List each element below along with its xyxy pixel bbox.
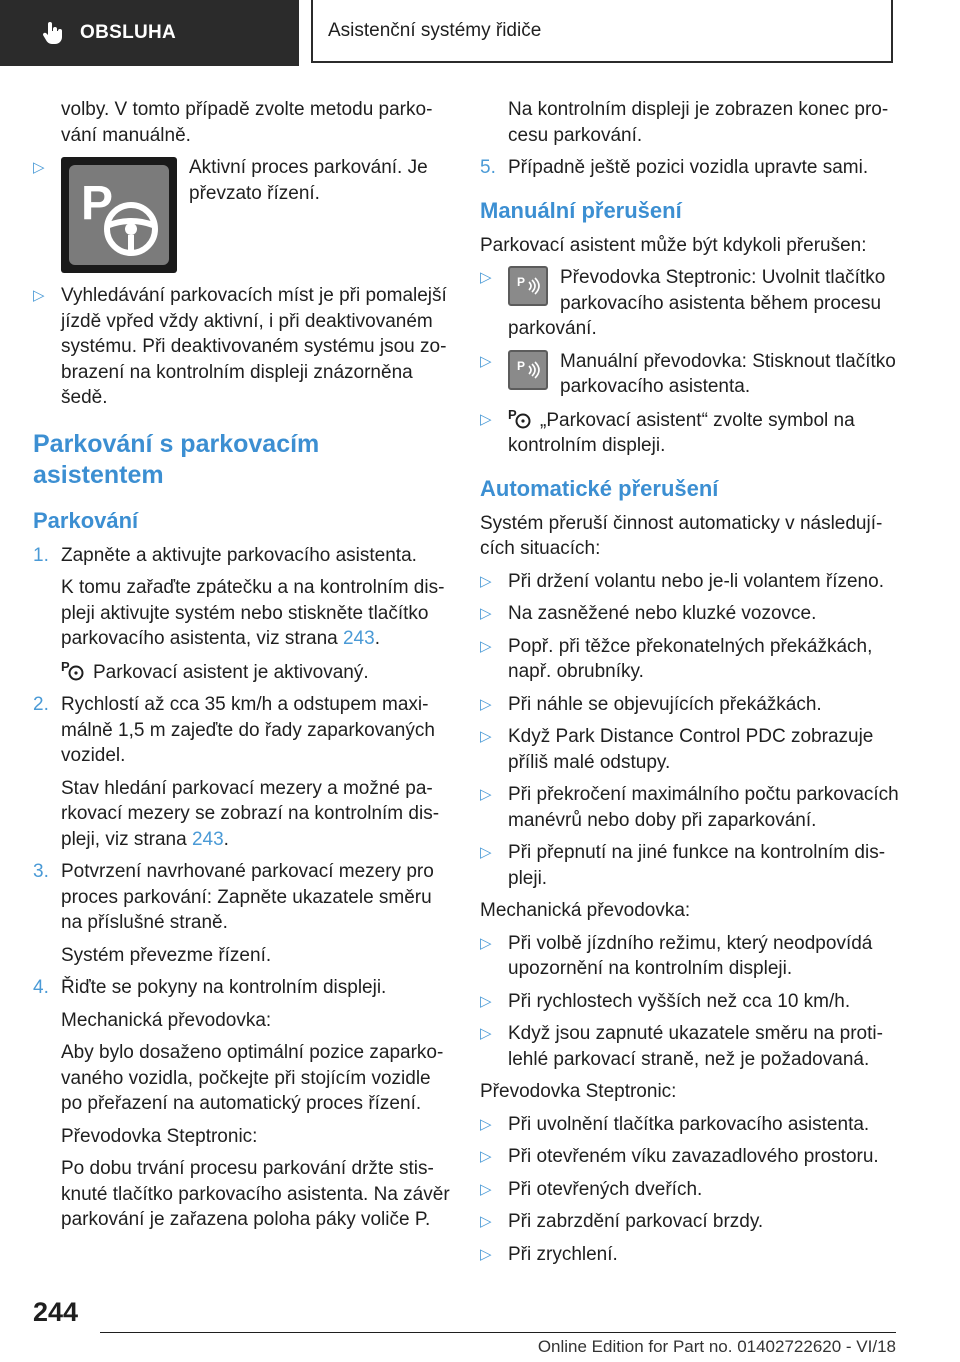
step-number: 4. bbox=[33, 977, 49, 998]
bullet-active-process-text: Aktivní proces parkování. Je převzato řízení. bbox=[189, 157, 428, 204]
bullet-triangle-icon: ▷ bbox=[480, 1213, 492, 1230]
bullet-triangle-icon: ▷ bbox=[480, 269, 492, 286]
manual-intro: Parkovací asistent může být kdykoli přerušen: bbox=[480, 234, 867, 256]
list-item: ▷ Při zrychlení. bbox=[480, 1242, 900, 1268]
list-item: ▷ Když Park Distance Control PDC zobrazuje příliš malé odstupy. bbox=[480, 726, 874, 773]
page-header bbox=[0, 0, 960, 66]
list-item: ▷ Při rychlostech vyšších než cca 10 km/h. bbox=[480, 989, 900, 1015]
parking-assistant-active-icon bbox=[61, 157, 177, 273]
bullet-triangle-icon: ▷ bbox=[480, 992, 492, 1010]
step-2-detail: Stav hledání parkovací mezery a možné pa-rkovací mezery se zobrazí na kontrolním dis-pleji, viz strana 243. bbox=[61, 777, 440, 850]
manual-bullet-manual bbox=[480, 349, 900, 400]
list-item: ▷ Při držení volantu nebo je-li volantem řízeno. bbox=[480, 569, 900, 595]
bullet-triangle-icon: ▷ bbox=[480, 695, 492, 713]
end-paragraph: Na kontrolním displeji je zobrazen konec pro-cesu parkování. bbox=[508, 99, 889, 146]
bullet-triangle-icon: ▷ bbox=[33, 287, 45, 304]
auto-intro: Systém přeruší činnost automaticky v následují-cích situacích: bbox=[480, 512, 883, 559]
page-link[interactable]: 243 bbox=[342, 628, 375, 649]
bullet-triangle-icon: ▷ bbox=[480, 637, 492, 655]
step-number: 1. bbox=[33, 544, 49, 566]
bullet-triangle-icon: ▷ bbox=[480, 410, 492, 428]
bullet-triangle-icon: ▷ bbox=[480, 605, 492, 622]
bullet-triangle-icon: ▷ bbox=[480, 572, 492, 590]
list-item: ▷ Na zasněžené nebo kluzké vozovce. bbox=[480, 601, 900, 627]
left-column bbox=[33, 97, 451, 1240]
list-item: ▷ Při náhle se objevujících překážkách. bbox=[480, 692, 900, 718]
list-item: ▷ Při uvolnění tlačítka parkovacího asistenta. bbox=[480, 1112, 900, 1138]
manual-bullet-symbol-text: „Parkovací asistent“ zvolte symbol na kontrolním displeji. bbox=[508, 409, 855, 456]
manual-bullet-steptronic bbox=[480, 265, 900, 342]
step-3-detail: Systém převezme řízení. bbox=[61, 944, 272, 966]
bullet-search bbox=[33, 283, 451, 411]
chapter-tab-label: Asistenční systémy řidiče bbox=[328, 19, 542, 41]
bullet-triangle-icon: ▷ bbox=[480, 728, 492, 745]
parking-assistant-button-icon bbox=[508, 350, 548, 390]
step-2 bbox=[33, 692, 451, 852]
parking-assistant-icon bbox=[508, 407, 532, 429]
heading-parking-assistant: Parkování s parkovacím asistentem bbox=[33, 429, 320, 489]
bullet-triangle-icon: ▷ bbox=[480, 844, 492, 861]
heading-auto-interrupt: Automatické přerušení bbox=[480, 475, 719, 501]
list-item: ▷ Když jsou zapnuté ukazatele směru na proti-lehlé parkovací straně, než je požadovaná. bbox=[480, 1023, 883, 1070]
bullet-triangle-icon: ▷ bbox=[480, 1148, 492, 1165]
manual-bullet-steptronic-text: Převodovka Steptronic: Uvolnit tlačítko parkovacího asistenta během procesu parkování. bbox=[508, 267, 886, 339]
heading-parking: Parkování bbox=[33, 507, 139, 533]
step-label: Převodovka Steptronic: bbox=[480, 1081, 677, 1102]
step-number: 2. bbox=[33, 694, 49, 715]
auto-list bbox=[480, 569, 900, 892]
step-3-text: Potvrzení navrhované parkovací mezery pro proces parkování: Zapněte ukazatele směru na příslušné straně. bbox=[61, 861, 434, 933]
bullet-triangle-icon: ▷ bbox=[480, 352, 492, 370]
step-1 bbox=[33, 543, 451, 686]
step-4-text: Řiďte se pokyny na kontrolním displeji. bbox=[61, 977, 387, 998]
bullet-triangle-icon: ▷ bbox=[480, 934, 492, 952]
manual-bullet-manual-text: Manuální převodovka: Stisknout tlačítko parkovacího asistenta. bbox=[560, 350, 896, 397]
footer-divider bbox=[100, 1332, 896, 1333]
svg-text:P: P bbox=[517, 358, 526, 373]
svg-text:P: P bbox=[61, 658, 70, 674]
list-item: ▷ Při volbě jízdního režimu, který neodpovídá upozornění na kontrolním displeji. bbox=[480, 932, 873, 979]
hand-pointer-icon bbox=[40, 20, 66, 46]
step-2-text: Rychlostí až cca 35 km/h a odstupem maxi-málně 1,5 m zajeďte do řady zaparkovaných vozidel. bbox=[61, 694, 435, 766]
svg-text:P: P bbox=[508, 406, 517, 422]
step-3 bbox=[33, 859, 451, 968]
section-tab-label: OBSLUHA bbox=[80, 22, 177, 44]
step-1-text: Zapněte a aktivujte parkovacího asistenta. bbox=[61, 544, 417, 566]
right-column bbox=[480, 97, 900, 1274]
list-item: ▷ Při zabrzdění parkovací brzdy. bbox=[480, 1209, 900, 1235]
svg-text:P: P bbox=[517, 275, 526, 289]
step-4-steptronic-text: Po dobu trvání procesu parkování držte stis-knuté tlačítko parkovacího asistenta. Na závěr parkování je zařazena poloha páky voliče P. bbox=[61, 1158, 450, 1230]
page-number: 244 bbox=[33, 1297, 79, 1327]
step-number: 5. bbox=[480, 157, 496, 178]
list-item: ▷ Popř. při těžce překonatelných překážkách, např. obrubníky. bbox=[480, 635, 873, 682]
step-5-text: Případně ještě pozici vozidla upravte sami. bbox=[508, 157, 869, 178]
bullet-active-process bbox=[33, 155, 451, 273]
section-tab bbox=[0, 0, 299, 66]
parking-assistant-icon bbox=[61, 659, 85, 681]
step-4-manual-label: Mechanická převodovka: bbox=[61, 1009, 272, 1031]
svg-text:P: P bbox=[81, 177, 114, 230]
list-item: ▷ Při otevřených dveřích. bbox=[480, 1177, 900, 1203]
bullet-triangle-icon: ▷ bbox=[480, 1025, 492, 1042]
manual-bullet-symbol bbox=[480, 407, 900, 459]
edition-text: Online Edition for Part no. 01402722620 - VI/18 bbox=[537, 1337, 896, 1356]
bullet-triangle-icon: ▷ bbox=[480, 1180, 492, 1198]
bullet-triangle-icon: ▷ bbox=[480, 1115, 492, 1133]
chapter-tab bbox=[311, 0, 893, 63]
bullet-search-text: Vyhledávání parkovacích míst je při pomalejší jízdě vpřed vždy aktivní, i při deaktivovaném systému. Při deaktivovaném systému jsou zo-brazení na kontrolním displeji znázorněna šedě. bbox=[61, 285, 447, 408]
step-1-detail: K tomu zařaďte zpátečku a na kontrolním dis-pleji aktivujte systém nebo stiskněte tlačítko parkovacího asistenta, viz strana 243. bbox=[61, 577, 445, 649]
step-4-manual-text: Aby bylo dosaženo optimální pozice zaparko-vaného vozidla, počkejte při stojícím vozidle po přeřazení na automatický proces řízení. bbox=[61, 1042, 444, 1114]
list-item: ▷ Při otevřeném víku zavazadlového prostoru. bbox=[480, 1144, 900, 1170]
list-item: ▷ Při překročení maximálního počtu parkovacích manévrů nebo doby při zaparkování. bbox=[480, 784, 899, 831]
step-4-steptronic-label: Převodovka Steptronic: bbox=[61, 1125, 258, 1147]
step-list bbox=[480, 1112, 900, 1268]
parking-assistant-button-icon bbox=[508, 266, 548, 306]
bullet-triangle-icon: ▷ bbox=[480, 786, 492, 803]
bullet-triangle-icon: ▷ bbox=[480, 1245, 492, 1263]
mech-label: Mechanická převodovka: bbox=[480, 900, 691, 921]
bullet-triangle-icon: ▷ bbox=[33, 159, 45, 176]
step-1-status: P Parkovací asistent je aktivovaný. bbox=[61, 658, 369, 683]
intro-paragraph: volby. V tomto případě zvolte metodu parko-vání manuálně. bbox=[61, 99, 433, 146]
heading-manual-interrupt: Manuální přerušení bbox=[480, 197, 682, 223]
step-number: 3. bbox=[33, 861, 49, 882]
step-4 bbox=[33, 975, 451, 1233]
mech-list bbox=[480, 931, 900, 1073]
page-link[interactable]: 243 bbox=[191, 828, 224, 850]
list-item: ▷ Při přepnutí na jiné funkce na kontrolním dis-pleji. bbox=[480, 842, 886, 889]
step-5 bbox=[480, 155, 900, 181]
